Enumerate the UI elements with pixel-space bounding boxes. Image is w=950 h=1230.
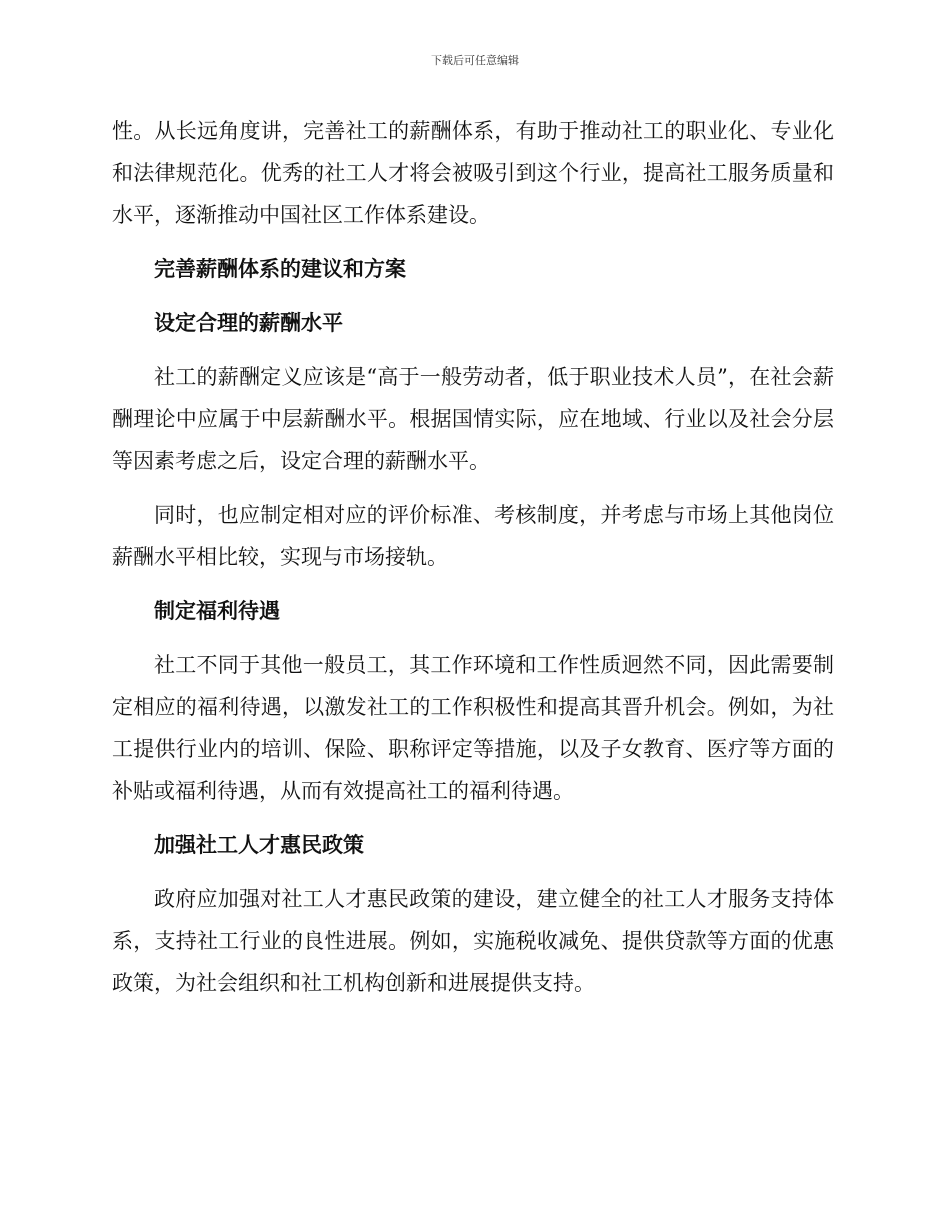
page-header: 下载后可任意编辑 bbox=[431, 54, 519, 67]
paragraph-talent-policy: 政府应加强对社工人才惠民政策的建设，建立健全的社工人才服务支持体系，支持社工行业的良性进展。例如，实施税收减免、提供贷款等方面的优惠政策，为社会组织和社工机构创新和进展提供支持。 bbox=[112, 887, 834, 995]
paragraph-welfare: 社工不同于其他一般员工，其工作环境和工作性质迥然不同，因此需要制定相应的福利待遇，以激发社工的工作积极性和提高其晋升机会。例如，为社工提供行业内的培训、保险、职称评定等措施，以及子女教育、医疗等方面的补贴或福利待遇，从而有效提高社工的福利待遇。 bbox=[112, 653, 834, 803]
subheading-salary-level: 设定合理的薪酬水平 bbox=[154, 311, 343, 335]
paragraph-intro: 性。从长远角度讲，完善社工的薪酬体系，有助于推动社工的职业化、专业化和法律规范化。优秀的社工人才将会被吸引到这个行业，提高社工服务质量和水平，逐渐推动中国社区工作体系建设。 bbox=[112, 119, 834, 227]
document-body bbox=[112, 110, 834, 1004]
subheading-welfare: 制定福利待遇 bbox=[154, 599, 280, 623]
section-heading-main: 完善薪酬体系的建议和方案 bbox=[154, 257, 406, 281]
subheading-talent-policy: 加强社工人才惠民政策 bbox=[154, 833, 364, 857]
paragraph-salary-definition: 社工的薪酬定义应该是“高于一般劳动者，低于职业技术人员”，在社会薪酬理论中应属于中层薪酬水平。根据国情实际，应在地域、行业以及社会分层等因素考虑之后，设定合理的薪酬水平。 bbox=[112, 365, 834, 473]
paragraph-evaluation-standards: 同时，也应制定相对应的评价标准、考核制度，并考虑与市场上其他岗位薪酬水平相比较，实现与市场接轨。 bbox=[112, 503, 834, 569]
